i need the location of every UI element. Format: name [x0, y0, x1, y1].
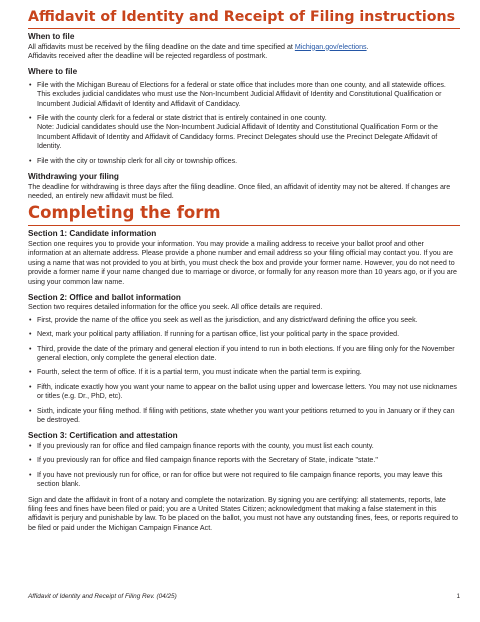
bullet-icon: • [29, 382, 32, 391]
section1-text: Section one requires you to provide your information. You may provide a mailing address to receive your ballot proof and other information at an alternate address. Please provide a phone number and email address so your filing official may contact you. If you are using a name that was not provided to you at birth, you must check the box and provide your former name. However, you do not need to provide a former name if your name changed due to marriage or divorce, or formally for any reason more than 10 years ago, or if you are using your common law name. [28, 239, 457, 286]
title-rule [28, 28, 460, 29]
withdrawing-heading: Withdrawing your filing [28, 172, 119, 182]
list-item: • Third, provide the date of the primary and general election if you intend to run in both elections. If you are filing only for the November general election, only complete the general election date. [29, 344, 455, 363]
list-item: • If you previously ran for office and filed campaign finance reports with the county, you must list each county. [29, 441, 374, 450]
section2-list [28, 316, 460, 426]
list-item: • File with the county clerk for a federal or state district that is entirely contained in one county. Note: Judicial candidates should use the Non-Incumbent Judicial Affidavit of Identity and Constitutional Qualification Form or the Incumbent Affidavit of Identity and Affidavit of Candidacy forms. Precinct Delegates should use the Precinct Delegate Affidavit of Identity. [28, 114, 460, 152]
michigan-elections-link[interactable]: Michigan.gov/elections [294, 42, 367, 51]
certification-text: Sign and date the affidavit in front of a notary and complete the notarization. By signing you are certifying: all statements, reports, late filing fees and fines have been filed or paid; you are a United States Citizen; acknowledgment that making a false statement in this affidavit is perjury and punishable by law. To be placed on the ballot, you must not have any outstanding fines, fees, or reports required to be filed or paid under the Michigan Campaign Finance Act. [28, 495, 458, 532]
bullet-icon: • [29, 315, 32, 324]
page-footer [28, 593, 460, 601]
section2-heading: Section 2: Office and ballot information [28, 292, 181, 302]
completing-rule [28, 225, 460, 226]
section3-list [28, 442, 460, 490]
where-to-file-heading: Where to file [28, 67, 78, 77]
bullet-icon: • [29, 441, 32, 450]
section2-intro: Section two requires detailed information for the office you seek. All office details are required. [28, 303, 323, 312]
bullet-icon: • [29, 344, 32, 353]
list-item: • File with the city or township clerk for all city or township offices. [29, 156, 238, 165]
completing-title: Completing the form [28, 203, 221, 223]
withdrawing-text: The deadline for withdrawing is three days after the filing deadline. Once filed, an affidavit of identity may not be altered. If changes are needed, an entirely new affidavit must be filed. [28, 182, 451, 200]
bullet-icon: • [29, 114, 32, 123]
section3-heading: Section 3: Certification and attestation [28, 431, 178, 441]
when-to-file-line1: All affidavits must be received by the filing deadline on the date and time specified at Michigan.gov/elections. [28, 42, 369, 51]
bullet-icon: • [29, 156, 32, 165]
bullet-icon: • [29, 330, 32, 339]
bullet-icon: • [29, 470, 32, 479]
list-item: • Fifth, indicate exactly how you want your name to appear on the ballot using upper and lowercase letters. You may not use nicknames or titles (e.g. Dr., PhD, etc). [29, 382, 457, 401]
judicial-note: Note: Judicial candidates should use the Non-Incumbent Judicial Affidavit of Identity and Constitutional Qualification Form or the Incumbent Affidavit of Identity and Affidavit of Candidacy forms. Precinct Delegates should use the Precinct Delegate Affidavit of Identity. [37, 123, 438, 151]
list-item: • If you have not previously run for office, or ran for office but were not required to file campaign finance reports, you may leave this section blank. [29, 470, 443, 489]
where-to-file-list [28, 81, 460, 166]
bullet-icon: • [29, 456, 32, 465]
page-number: 1 [456, 593, 460, 600]
bullet-icon: • [29, 406, 32, 415]
page-title: Affidavit of Identity and Receipt of Filing instructions [28, 9, 456, 25]
when-to-file-line2: Affidavits received after the deadline will be rejected regardless of postmark. [28, 51, 268, 60]
list-item: • First, provide the name of the office you seek as well as the jurisdiction, and any district/ward defining the office you seek. [29, 315, 418, 324]
bullet-icon: • [29, 368, 32, 377]
footer-form-title: Affidavit of Identity and Receipt of Filing Rev. (04/25) [28, 593, 177, 600]
when-to-file-heading: When to file [28, 32, 75, 41]
bullet-icon: • [29, 80, 32, 89]
list-item: • If you previously ran for office and filed campaign finance reports with the Secretary of State, indicate "state." [29, 456, 378, 465]
section1-heading: Section 1: Candidate information [28, 229, 157, 239]
list-item: • File with the Michigan Bureau of Elections for a federal or state office that includes more than one county, and all statewide offices. This excludes judicial candidates who must use the Non-Incumbent Judicial Affidavit of Identity and Constitutional Qualification or Incumbent Judicial Affidavit of Identity and Affidavit of Candidacy. [29, 80, 446, 108]
list-item: • Fourth, select the term of office. If it is a partial term, you must indicate when the partial term is expiring. [29, 368, 362, 377]
list-item: • Next, mark your political party affiliation. If running for a partisan office, list your political party in the space provided. [29, 330, 400, 339]
list-item: • Sixth, indicate your filing method. If filing with petitions, state whether you want your petitions returned to you in January or if they can be destroyed. [29, 406, 455, 425]
